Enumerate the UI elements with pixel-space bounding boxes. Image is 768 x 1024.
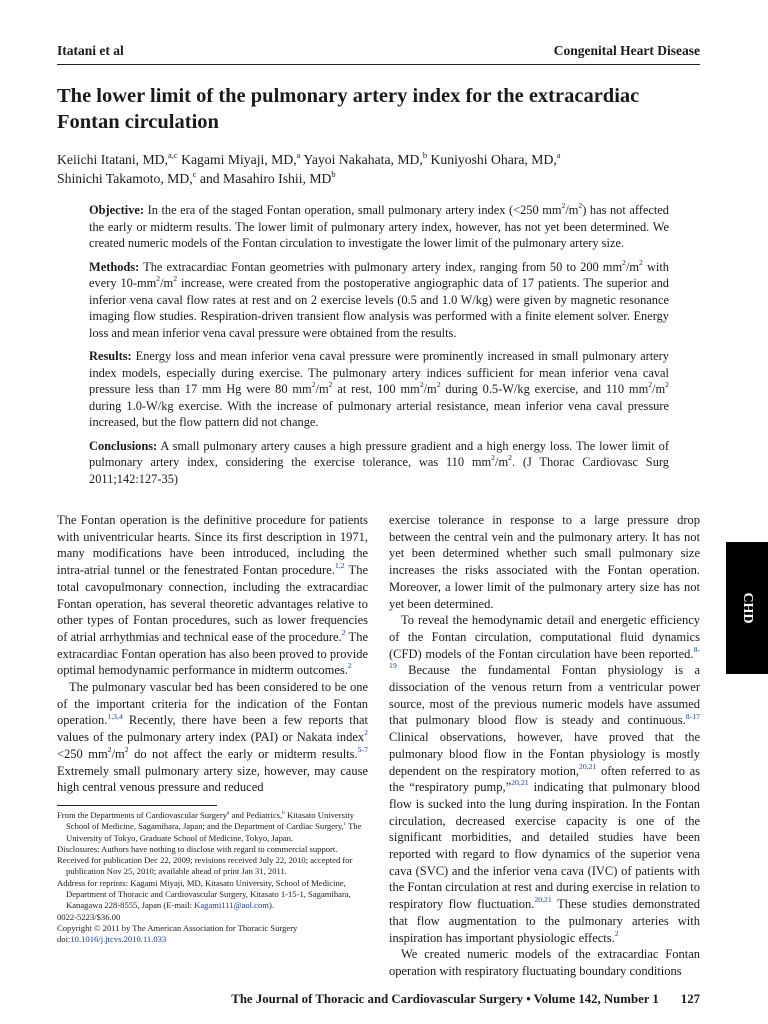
author-name: Keiichi Itatani, MD, xyxy=(57,152,168,167)
footnote-doi: doi:10.1016/j.jtcvs.2010.11.033 xyxy=(57,934,167,945)
abstract-results: Results: Energy loss and mean inferior vena caval pressure were prominently increased in small pulmonary artery index models, especially during exercise. The pulmonary artery indices sufficient for mean inferior vena caval pressure less than 17 mm Hg were 80 $mm^2/m^2$ at rest, 100 $mm^2/m^2$ during 0.5-W/kg exercise, and 110 $mm^2/m^2$ during 1.0-W/kg exercise. With the increase of pulmonary arterial resistance, mean inferior vena caval pressure increased, but the flow pattern did not change. xyxy=(89,349,669,429)
abstract-conclusions: Conclusions: A small pulmonary artery causes a high pressure gradient and a high energy loss. The lower limit of pulmonary artery index, considering the exercise tolerance, was 110 $mm^2/m^2$. (J Thorac Cardiovasc Surg 2011;142:127-35) xyxy=(89,438,669,486)
author-name: and Masahiro Ishii, MD xyxy=(199,171,332,186)
author-affiliation: b xyxy=(422,149,428,160)
author-name: Shinichi Takamoto, MD, xyxy=(57,171,193,186)
running-head-authors: Itatani et al xyxy=(57,43,124,58)
abstract-label: Conclusions: xyxy=(89,438,158,453)
citation-link[interactable]: 20,21 xyxy=(511,778,529,788)
page-number: 127 xyxy=(680,992,700,1006)
footnotes xyxy=(57,810,368,946)
running-head-section: Congenital Heart Disease xyxy=(553,43,700,58)
citation-link[interactable]: 2 xyxy=(341,628,346,637)
author-affiliation: b xyxy=(331,168,336,179)
author-affiliation: c xyxy=(192,168,197,179)
abstract-label: Results: xyxy=(89,349,132,363)
footnote-received: Received for publication Dec 22, 2009; revisions received July 22, 2010; accepted for publication Nov 25, 2010; available ahead of print Jan 31, 2011. xyxy=(57,855,353,877)
abstract-objective: Objective: In the era of the staged Fontan operation, small pulmonary artery index (<250 $mm^2/m^2$) has not affected the early or midterm results. The lower limit of pulmonary artery index, however, has not yet been determined. We created numeric models of the Fontan circulation to investigate the lower limit of the pulmonary artery size. xyxy=(89,201,669,250)
citation-link[interactable]: 8-17 xyxy=(685,711,700,721)
journal-citation: The Journal of Thoracic and Cardiovascular Surgery • Volume 142, Number 1 xyxy=(231,992,659,1006)
article-title: The lower limit of the pulmonary artery index for the extracardiac Fontan circulation xyxy=(57,85,640,133)
abstract-label: Methods: xyxy=(89,259,140,274)
footnote-issn: 0022-5223/$36.00 xyxy=(57,911,121,922)
author-name: Kuniyoshi Ohara, MD, xyxy=(430,152,557,167)
body-paragraph: We created numeric models of the extracardiac Fontan operation with respiratory fluctuating boundary conditions xyxy=(389,947,700,978)
citation-link[interactable]: 20,21 xyxy=(534,895,552,905)
abstract xyxy=(89,202,669,494)
abstract-label: Objective: xyxy=(89,203,145,217)
author-list xyxy=(57,150,697,188)
page-footer xyxy=(57,992,700,1007)
footnote-address: Address for reprints: Kagami Miyaji, MD, Kitasato University, School of Medicine, Department of Thoracic and Cardiovascular Surgery, Kitasato 1-15-1, Sagamihara, Kanagawa 228-8555, Japan (E-mail: Kagami111@aol.com). xyxy=(57,877,351,911)
citation-link[interactable]: 2 xyxy=(364,728,368,738)
body-paragraph: The Fontan operation is the definitive procedure for patients with univentricular hearts. Since its first description in 1971, many modifications have been introduced, including the intra-atrial tunnel or the fenestrated Fontan procedure.$^{1,2}$ The total cavopulmonary connection, including the extracardiac Fontan operation, has several theoretic advantages relative to other types of Fontan procedures, such as lower frequencies of atrial arrhythmias and technical ease of the procedure.$^2$ The extracardiac Fontan operation has also been proved to provide optimal hemodynamic performance in midterm outcomes.$^2$ xyxy=(57,513,368,678)
footnote-rule xyxy=(57,805,217,806)
email-link[interactable]: Kagami111@aol.com xyxy=(194,900,269,911)
citation-link[interactable]: 2 xyxy=(347,661,352,671)
section-side-tab xyxy=(726,542,768,674)
body-paragraph: The pulmonary vascular bed has been considered to be one of the important criteria for the indication of the Fontan operation.$^{1,3,4}$ Recently, there have been a few reports that values of the pulmonary artery index (PAI) or Nakata index$^2$ <250 $mm^2/m^2$ do not affect the early or midterm results.$^{5-7}$ Extremely small pulmonary artery size, however, may cause high central venous pressure and reduced xyxy=(57,680,369,795)
body-paragraph: exercise tolerance in response to a large pressure drop between the central vein and the pulmonary artery. It has not yet been determined whether such small pulmonary size increases the risks associated with the Fontan operation. Moreover, a lower limit of the pulmonary artery size has not yet been determined. xyxy=(389,513,700,611)
author-affiliation: a,c xyxy=(168,149,178,160)
body-column-left xyxy=(57,512,368,796)
abstract-methods: Methods: The extracardiac Fontan geometries with pulmonary artery index, ranging from 50 to 200 $mm^2/m^2$ with every $10-mm^2/m^2$ increase, were created from the postoperative angiographic data of 17 patients. The superior and inferior vena caval flow rates at rest and on 2 exercise levels (0.5 and 1.0 W/kg) were given by magnetic resonance imaging flow studies. Respiration-driven transient flow analysis was performed with a finite element solver. Energy loss and mean inferior vena caval pressure were obtained from the results. xyxy=(89,257,670,340)
footnote-affiliations: From the Departments of Cardiovascular Surgery$^a$ and Pediatrics,$^b$ Kitasato University School of Medicine, Sagamihara, Japan; and the Department of Cardiac Surgery,$^c$ The University of Tokyo, Graduate School of Medicine, Tokyo, Japan. xyxy=(57,809,362,843)
body-column-right xyxy=(389,512,700,980)
author-name: Kagami Miyaji, MD, xyxy=(181,152,297,167)
header-rule xyxy=(57,64,700,65)
author-affiliation: a xyxy=(296,149,301,160)
citation-link[interactable]: 8-19 xyxy=(389,644,700,671)
citation-link[interactable]: 5-7 xyxy=(357,744,369,754)
citation-link[interactable]: 1,2 xyxy=(334,561,345,571)
footnote-copyright: Copyright © 2011 by The American Association for Thoracic Surgery xyxy=(57,922,298,933)
author-name: Yayoi Nakahata, MD, xyxy=(303,152,423,167)
footnote-disclosures: Disclosures: Authors have nothing to disclose with regard to commercial support. xyxy=(57,843,338,854)
author-affiliation: a xyxy=(556,149,561,160)
section-tab-label: CHD xyxy=(740,592,755,624)
body-paragraph: To reveal the hemodynamic detail and energetic efficiency of the Fontan circulation, computational fluid dynamics (CFD) models of the Fontan circulation have been reported.$^{8-19}$ Because the fundamental Fontan physiology is a dissociation of the venous return from a ventricular power source, most of the previous numeric models have assumed that pulmonary blood flow is steady and continuous.$^{8-17}$ Clinical observations, however, have proved that the pulmonary blood flow in the Fontan physiology is mostly dependent on the respiratory motion,$^{20,21}$ often referred to as the “respiratory pump,”$^{20,21}$ indicating that pulmonary blood flow is sucked into the lung during inspiration. In the Fontan circulation, decreased exercise capacity is one of the significant morbidities, and detailed studies have been reported with regard to flow dynamics of the superior vena cava (SVC) and the inferior vena cava (IVC) of patients with the Fontan circulation at rest and during exercise in relation to respiratory flow fluctuation.$^{20,21}$ These studies demonstrated that flow augmentation to the pulmonary arteries with inspiration has important physiologic effects.$^2$ xyxy=(389,613,701,945)
doi-link[interactable]: 10.1016/j.jtcvs.2010.11.033 xyxy=(70,934,167,945)
citation-link[interactable]: 2 xyxy=(614,928,619,938)
citation-link[interactable]: 1,3,4 xyxy=(107,711,123,721)
citation-link[interactable]: 20,21 xyxy=(579,761,597,771)
